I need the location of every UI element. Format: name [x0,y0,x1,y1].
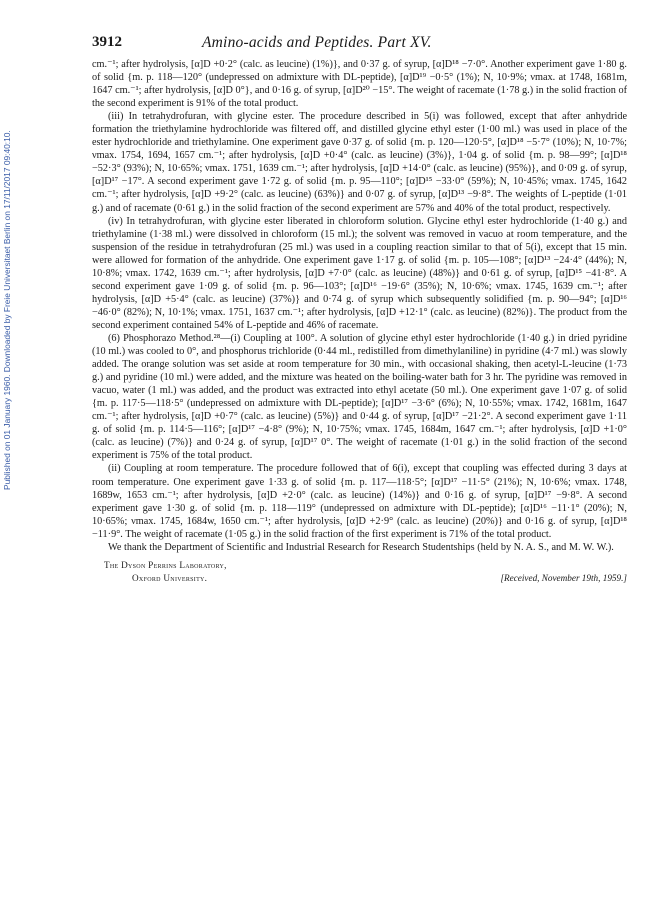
article-body [92,58,627,554]
received-date: [Received, November 19th, 1959.] [500,572,627,583]
running-title: Amino-acids and Peptides. Part XV. [202,34,432,51]
paragraph: (ii) Coupling at room temperature. The procedure followed that of 6(i), except that coupling was effected during 3 days at room temperature. One experiment gave 1·33 g. of solid {m. p. 117—118·5°; [α]D¹⁷ −11·5° (21%); N, 10·6%; νmax. 1748, 1689w, 1653 cm.⁻¹; after hydrolysis, [α]D +2·0° (calc. as leucine) (14%)} and 0·16 g. of syrup, [α]D¹⁷ −9·8°. A second experiment gave 1·30 g. of solid {m. p. 118—119° (undepressed on admixture with DL-peptide); [α]D¹⁶ −11·1° (20%); N, 10·65%; νmax. 1745, 1684w, 1650 cm.⁻¹; after hydrolysis, [α]D +2·9° (calc. as leucine) (20%)} and 0·16 g. of syrup, [α]D¹⁸ −11·9°. The weight of racemate (1·05 g.) in the solid fraction of the first experiment is 71% of the total product. [92,463,627,540]
paragraph: (iv) In tetrahydrofuran, with glycine ester liberated in chloroform solution. Glycine ethyl ester hydrochloride (1·40 g.) and triethylamine (1·38 ml.) were dissolved in chloroform (15 ml.); the solvent was removed in vacuo at room temperature, and the suspension of the residue in tetrahydrofuran (25 ml.) was used in a coupling reaction similar to that of 5(i), except that 15 min. were allowed for formation of the anhydride. One experiment gave 1·17 g. of solid {m. p. 105—108°; [α]D¹³ −24·4° (44%); N, 10·8%; νmax. 1742, 1639 cm.⁻¹; after hydrolysis, [α]D +7·0° (calc. as leucine) (48%)} and 0·61 g. of syrup, [α]D¹⁵ −41·8°. A second experiment gave 1·09 g. of solid {m. p. 96—103°; [α]D¹⁶ −19·6° (35%); N, 10·6%; νmax. 1745, 1639 cm.⁻¹; after hydrolysis, [α]D +5·4° (calc. as leucine) (37%)} and 0·74 g. of syrup which subsequently solidified {m. p. 90—94°; [α]D¹⁶ −46·0° (82%); N, 10·1%; νmax. 1751, 1637 cm.⁻¹; after hydrolysis, [α]D +12·1° (calc. as leucine) (82%)}. The product from the second experiment contained 54% of L-peptide and 46% of racemate. [92,215,627,331]
page-header [92,34,627,58]
page-number: 3912 [92,34,122,50]
paragraph: (6) Phosphorazo Method.²⁸—(i) Coupling at 100°. A solution of glycine ethyl ester hydrochloride (1·40 g.) in dried pyridine (10 ml.) was cooled to 0°, and phosphorus trichloride (0·44 ml., redistilled from dimethylaniline) in pyridine (4·7 ml.) was slowly added. The orange solution was set aside at room temperature for 30 min., with occasional shaking, then acetyl-L-leucine (1·73 g.) and pyridine (10 ml.) were added, and the mixture was heated on the boiling-water bath for 3 hr. The pyridine was removed in vacuo, water (1 ml.) was added, and the product was extracted into ethyl acetate (50 ml.). One experiment gave 1·07 g. of solid {m. p. 117·5—118·5° (undepressed on admixture with DL-peptide); [α]D¹⁷ −3·6° (6%); N, 10·55%; νmax. 1742, 1681m, 1647 cm.⁻¹; after hydrolysis, [α]D +0·7° (calc. as leucine) (5%)} and 0·44 g. of syrup, [α]D¹⁷ −21·2°. A second experiment gave 1·11 g. of solid {m. p. 114·5—116°; [α]D¹⁷ −4·8° (9%); N, 10·75%; νmax. 1745, 1684m, 1647 cm.⁻¹; after hydrolysis, [α]D +1·0° (calc. as leucine) (7%)} and 0·24 g. of syrup, [α]D¹⁷ 0°. The weight of racemate (1·01 g.) in the solid fraction of the second experiment is 75% of the total product. [92,332,627,462]
journal-page [92,34,627,600]
download-notice: Published on 01 January 1960. Downloaded by Freie Universitaet Berlin on 17/11/2017 09:40:10. [2,130,12,490]
acknowledgement: We thank the Department of Scientific and Industrial Research for Research Studentships (held by N. A. S., and M. W. W.). [108,541,614,553]
paragraph: (iii) In tetrahydrofuran, with glycine ester. The procedure described in 5(i) was followed, except that after anhydride formation the triethylamine hydrochloride was filtered off, and distilled glycine ethyl ester (1·00 ml.) was used in place of the ester hydrochloride and triethylamine. One experiment gave 0·37 g. of solid {m. p. 120—120·5°, [α]D¹⁸ −5·7° (10%); N, 10·7%; νmax. 1754, 1694, 1657 cm.⁻¹; after hydrolysis, [α]D +0·4° (calc. as leucine) (3%)}, 1·04 g. of solid {m. p. 98—99°; [α]D¹⁸ −52·3° (93%); N, 10·65%; νmax. 1751, 1639 cm.⁻¹; after hydrolysis, [α]D +14·0° (calc. as leucine) (95%)}, and 0·09 g. of syrup, [α]D¹⁷ −17°. A second experiment gave 1·72 g. of solid {m. p. 95—110°; [α]D¹⁵ −33·0° (59%); N, 10·45%; νmax. 1745, 1642 cm.⁻¹; after hydrolysis, [α]D +9·2° (calc. as leucine) (63%)} and 0·07 g. of syrup, [α]D¹³ −9·8°. The weights of L-peptide (1·01 g.) and of racemate (0·61 g.) in the solid fraction of the second experiment are 57% and 40% of the total product, respectively. [92,111,627,214]
affiliation-footer [92,560,627,600]
university-name: Oxford University. [132,572,208,583]
paragraph: cm.⁻¹; after hydrolysis, [α]D +0·2° (calc. as leucine) (1%)}, and 0·37 g. of syrup, [α]D¹⁸ −7·0°. Another experiment gave 1·80 g. of solid {m. p. 118—120° (undepressed on admixture with DL-peptide), [α]D¹⁹ −0·5° (1%); N, 10·9%; νmax. at 1748, 1681m, 1647 cm.⁻¹; after hydrolysis, [α]D 0°}, and 0·16 g. of syrup, [α]D²⁰ −15°. The weight of racemate (1·78 g.) in the solid fraction of the second experiment is 91% of the total product. [92,59,627,110]
laboratory-name: The Dyson Perrins Laboratory, [104,559,227,570]
